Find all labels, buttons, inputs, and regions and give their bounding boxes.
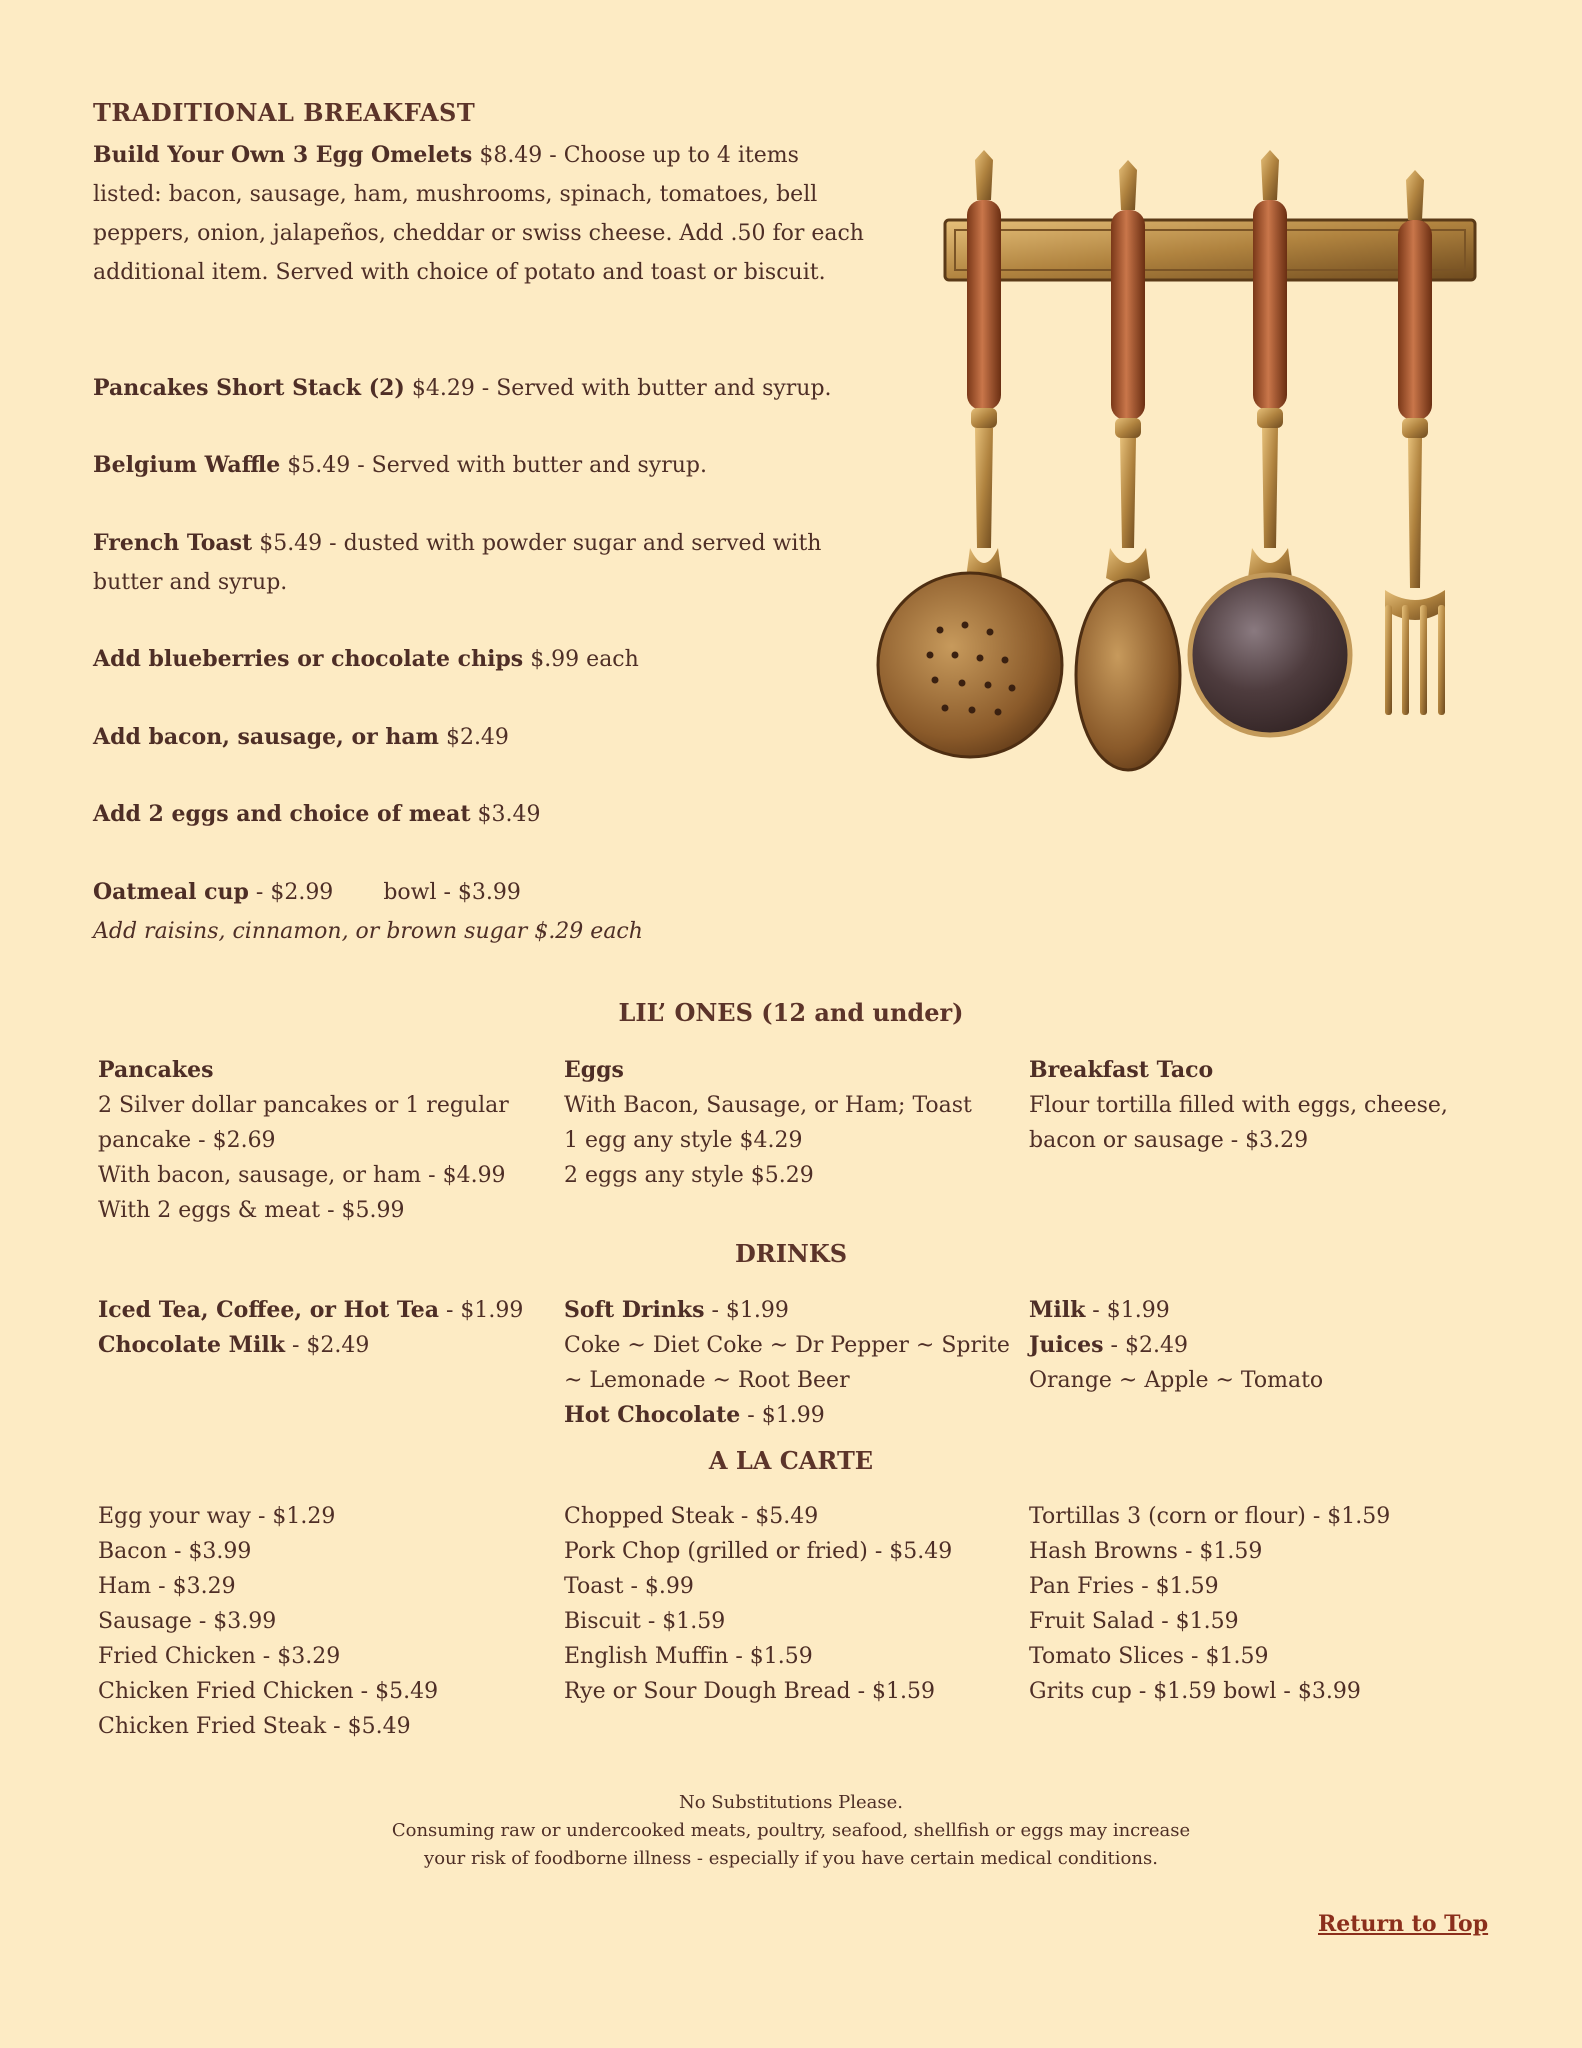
belgium-waffle-desc: $5.49 - Served with butter and syrup.	[280, 453, 707, 478]
iced-tea-price: - $1.99	[439, 1298, 524, 1323]
oatmeal-bowl-price: bowl - $3.99	[383, 880, 521, 905]
soft-drinks-options: Coke ~ Diet Coke ~ Dr Pepper ~ Sprite ~ Lemonade ~ Root Beer	[564, 1333, 1010, 1393]
list-item: Chopped Steak - $5.49	[564, 1504, 819, 1529]
hot-chocolate-price: - $1.99	[740, 1403, 825, 1428]
omelet-name: Build Your Own 3 Egg Omelets	[93, 142, 473, 168]
a-la-carte-col-1	[98, 1499, 558, 1744]
pancakes-short-stack-name: Pancakes Short Stack (2)	[93, 375, 405, 401]
drinks-col-1	[98, 1293, 558, 1363]
list-item: English Muffin - $1.59	[564, 1644, 813, 1669]
add-eggs-name: Add 2 eggs and choice of meat	[93, 801, 471, 827]
pancakes-short-stack-desc: $4.29 - Served with butter and syrup.	[404, 376, 832, 401]
add-blueberries-item	[93, 640, 873, 679]
a-la-carte-col-2	[564, 1499, 1024, 1709]
no-substitutions-text: No Substitutions Please.	[678, 1792, 904, 1813]
lil-eggs-name: Eggs	[564, 1057, 624, 1083]
list-item: Biscuit - $1.59	[564, 1609, 726, 1634]
add-meat-desc: $2.49	[438, 725, 509, 750]
lil-eggs-line-2: 1 egg any style $4.29	[564, 1128, 803, 1153]
oatmeal-item	[93, 873, 873, 951]
drinks-col-2	[564, 1293, 1024, 1433]
a-la-carte-col-3	[1029, 1499, 1489, 1709]
milk-price: - $1.99	[1085, 1298, 1170, 1323]
health-warning-line-1: Consuming raw or undercooked meats, poultry, seafood, shellfish or eggs may increase	[391, 1820, 1191, 1841]
list-item: Sausage - $3.99	[98, 1609, 277, 1634]
list-item: Tomato Slices - $1.59	[1029, 1644, 1269, 1669]
lil-eggs-line-1: With Bacon, Sausage, or Ham; Toast	[564, 1093, 972, 1118]
juices-name: Juices	[1029, 1332, 1104, 1358]
list-item: Toast - $.99	[564, 1574, 694, 1599]
soft-drinks-price: - $1.99	[704, 1298, 789, 1323]
health-warning-line-2: your risk of foodborne illness - especially if you have certain medical conditions.	[424, 1848, 1158, 1869]
list-item: Chicken Fried Chicken - $5.49	[98, 1679, 439, 1704]
juices-options: Orange ~ Apple ~ Tomato	[1029, 1368, 1324, 1393]
oatmeal-note: Add raisins, cinnamon, or brown sugar $.29 each	[93, 919, 643, 944]
french-toast-name: French Toast	[93, 530, 253, 556]
chocolate-milk-name: Chocolate Milk	[98, 1332, 285, 1358]
list-item: Tortillas 3 (corn or flour) - $1.59	[1029, 1504, 1391, 1529]
lil-pancakes-line-2: With bacon, sausage, or ham - $4.99	[98, 1163, 506, 1188]
drinks-col-3	[1029, 1293, 1489, 1398]
chocolate-milk-price: - $2.49	[285, 1333, 370, 1358]
lil-taco-name: Breakfast Taco	[1029, 1057, 1214, 1083]
list-item: Pan Fries - $1.59	[1029, 1574, 1219, 1599]
list-item: Pork Chop (grilled or fried) - $5.49	[564, 1539, 953, 1564]
milk-name: Milk	[1029, 1297, 1086, 1323]
list-item: Fried Chicken - $3.29	[98, 1644, 341, 1669]
add-blueberries-name: Add blueberries or chocolate chips	[93, 646, 524, 672]
lil-pancakes-line-3: With 2 eggs & meat - $5.99	[98, 1198, 405, 1223]
soft-drinks-name: Soft Drinks	[564, 1297, 705, 1323]
omelet-desc: $8.49 - Choose up to 4 items listed: bacon, sausage, ham, mushrooms, spinach, tomatoes, bell peppers, onion, jalapeños, cheddar or swiss cheese. Add .50 for each additional item. Served with choice of potato and toast or biscuit.	[93, 143, 864, 285]
list-item: Rye or Sour Dough Bread - $1.59	[564, 1679, 935, 1704]
footer-notice	[0, 1789, 1582, 1873]
lil-ones-title: LIL’ ONES (12 and under)	[618, 998, 964, 1027]
traditional-breakfast-title: TRADITIONAL BREAKFAST	[93, 98, 476, 127]
french-toast-desc: $5.49 - dusted with powder sugar and served with butter and syrup.	[93, 531, 822, 595]
french-toast-item	[93, 524, 873, 602]
hot-chocolate-name: Hot Chocolate	[564, 1402, 741, 1428]
belgium-waffle-name: Belgium Waffle	[93, 452, 281, 478]
lil-eggs-line-3: 2 eggs any style $5.29	[564, 1163, 814, 1188]
lil-pancakes-line-1: 2 Silver dollar pancakes or 1 regular pancake - $2.69	[98, 1093, 509, 1153]
belgium-waffle-item	[93, 446, 873, 485]
lil-ones-eggs	[564, 1053, 1024, 1193]
add-eggs-desc: $3.49	[470, 802, 541, 827]
list-item: Chicken Fried Steak - $5.49	[98, 1714, 411, 1739]
omelet-item	[93, 136, 873, 292]
list-item: Egg your way - $1.29	[98, 1504, 336, 1529]
a-la-carte-title: A LA CARTE	[708, 1446, 874, 1475]
return-to-top-link[interactable]: Return to Top	[1318, 1911, 1489, 1937]
list-item: Bacon - $3.99	[98, 1539, 252, 1564]
iced-tea-name: Iced Tea, Coffee, or Hot Tea	[98, 1297, 439, 1323]
list-item: Ham - $3.29	[98, 1574, 236, 1599]
list-item: Grits cup - $1.59 bowl - $3.99	[1029, 1679, 1361, 1704]
lil-ones-taco	[1029, 1053, 1489, 1158]
pancakes-short-stack-item	[93, 369, 873, 408]
add-eggs-item	[93, 795, 873, 834]
oatmeal-cup-price: - $2.99	[248, 880, 334, 905]
lil-ones-pancakes	[98, 1053, 558, 1228]
add-meat-item	[93, 718, 873, 757]
list-item: Fruit Salad - $1.59	[1029, 1609, 1239, 1634]
add-blueberries-desc: $.99 each	[523, 647, 639, 672]
add-meat-name: Add bacon, sausage, or ham	[93, 724, 439, 750]
juices-price: - $2.49	[1103, 1333, 1188, 1358]
lil-pancakes-name: Pancakes	[98, 1057, 214, 1083]
lil-taco-line-1: Flour tortilla filled with eggs, cheese, bacon or sausage - $3.29	[1029, 1093, 1448, 1153]
oatmeal-name: Oatmeal cup	[93, 879, 249, 905]
hanging-utensils-illustration	[870, 150, 1485, 810]
list-item: Hash Browns - $1.59	[1029, 1539, 1263, 1564]
drinks-title: DRINKS	[734, 1239, 848, 1268]
